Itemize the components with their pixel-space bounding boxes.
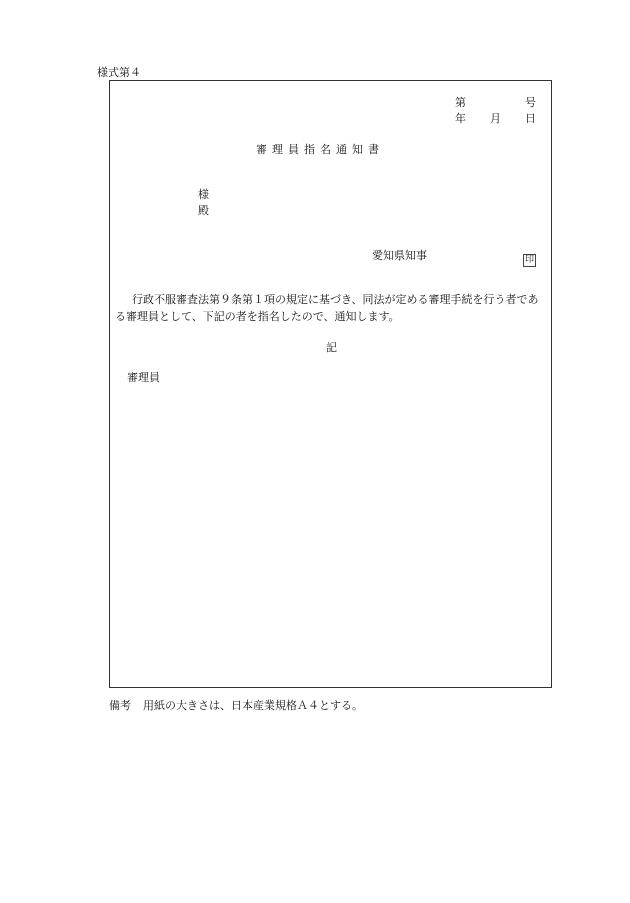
body-paragraph-block [110, 291, 551, 325]
number-suffix: 号 [525, 96, 536, 109]
footnote-text: 用紙の大きさは、日本産業規格Ａ４とする。 [143, 699, 363, 712]
recipient-dono: 殿 [198, 204, 209, 217]
date-day: 日 [525, 112, 536, 125]
shinri-in-label: 審理員 [127, 371, 160, 384]
ki-heading: 記 [326, 341, 337, 354]
document-title: 審理員指名通知書 [256, 143, 384, 156]
issuer-name: 愛知県知事 [372, 249, 427, 262]
date-month: 月 [490, 112, 501, 125]
document-frame [109, 80, 552, 688]
date-year: 年 [455, 112, 466, 125]
footnote-label: 備考 [109, 699, 131, 712]
seal-mark-text: 印 [525, 255, 535, 265]
body-paragraph: 行政不服審査法第９条第１項の規定に基づき、同法が定める審理手続を行う者である審理員として、下記の者を指名したので、通知します。 [115, 293, 539, 323]
form-number-label: 様式第４ [97, 66, 141, 79]
seal-mark [523, 247, 536, 267]
number-prefix: 第 [455, 96, 466, 109]
footnote [109, 697, 363, 713]
recipient-sama: 様 [198, 188, 209, 201]
